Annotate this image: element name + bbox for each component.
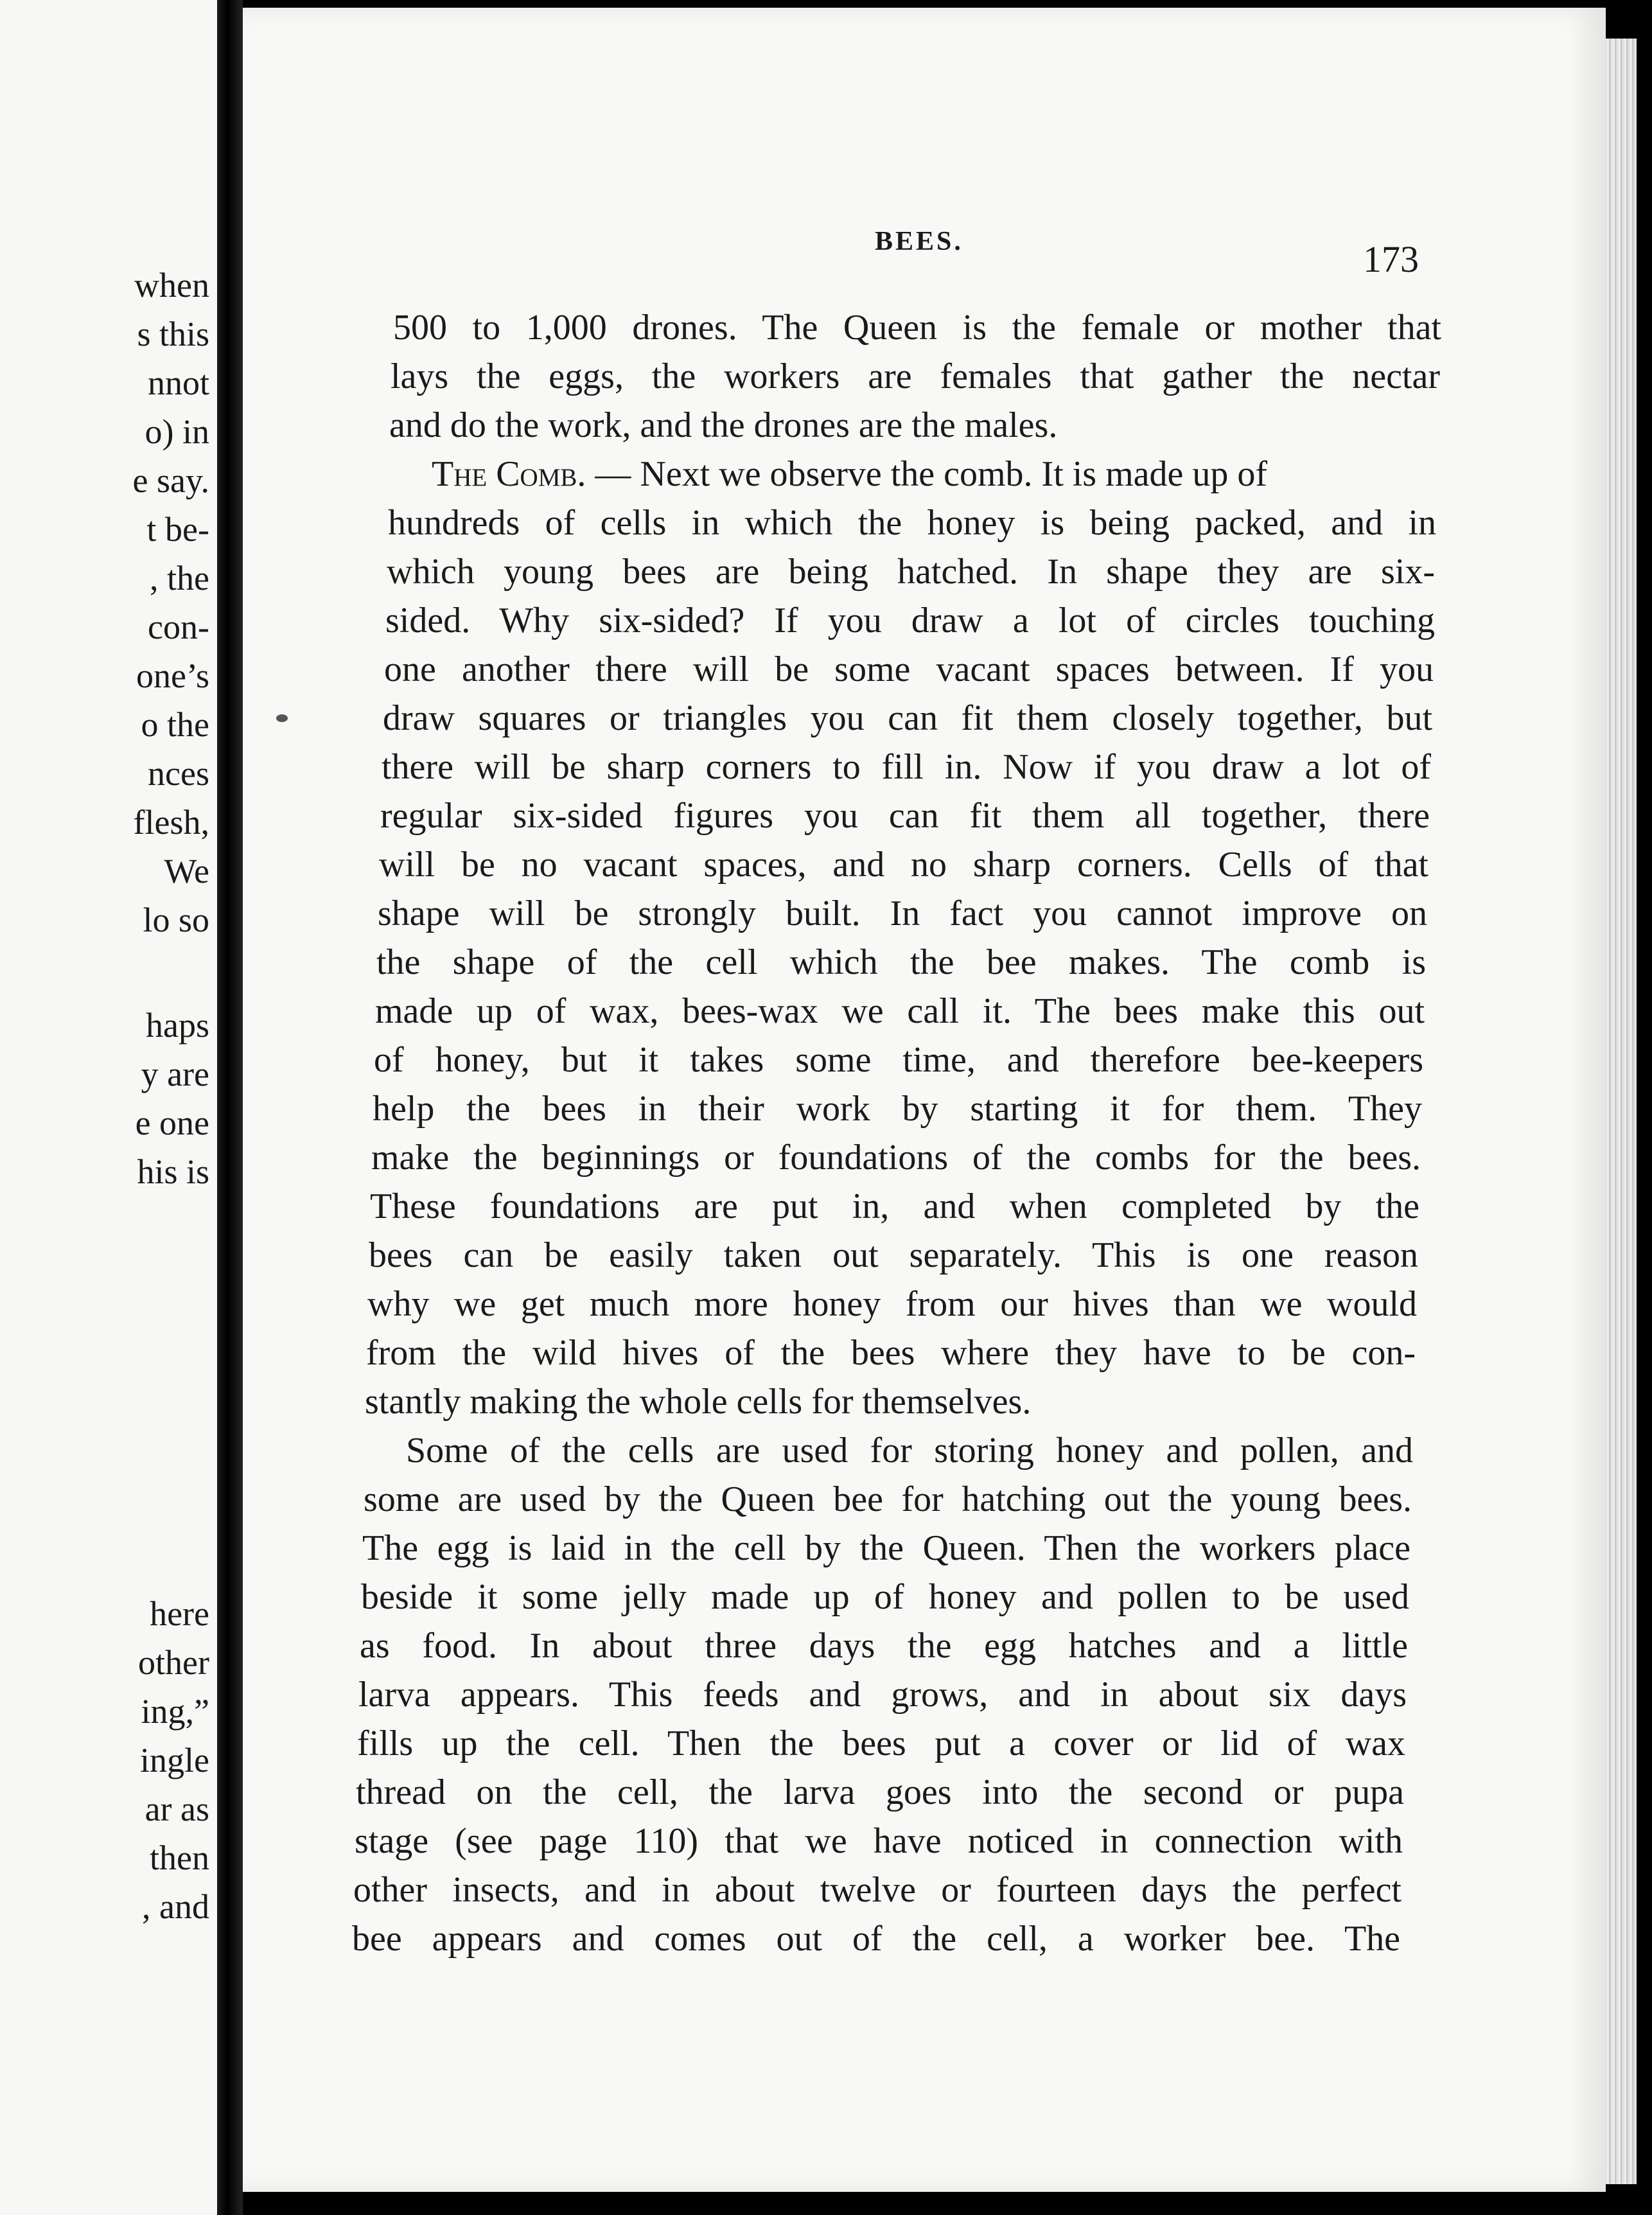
text-line: beside it some jelly made up of honey and pollen to be used: [361, 1577, 1409, 1617]
text-line: make the beginnings or foundations of the combs for the bees.: [371, 1138, 1421, 1178]
left-line: then: [150, 1839, 209, 1877]
page-number: 173: [1363, 238, 1419, 280]
text-line: thread on the cell, the larva goes into the second or pupa: [356, 1772, 1404, 1812]
left-line: nces: [148, 754, 209, 793]
text-line: stage (see page 110) that we have noticed in connection with: [355, 1821, 1403, 1861]
left-line: other: [138, 1643, 209, 1682]
left-line: ingle: [140, 1741, 209, 1779]
left-line: nnot: [147, 364, 209, 402]
left-line: s this: [137, 315, 209, 353]
left-line: flesh,: [133, 803, 209, 842]
left-line: , the: [150, 559, 209, 597]
text-line: why we get much more honey from our hives than we would: [367, 1284, 1417, 1324]
text-line: from the wild hives of the bees where they have to be con-: [366, 1333, 1416, 1373]
text-line: which young bees are being hatched. In shape they are six-: [387, 552, 1435, 592]
text-line: shape will be strongly built. In fact you cannot improve on: [378, 894, 1427, 933]
left-line: o) in: [145, 412, 209, 451]
text-line: there will be sharp corners to fill in. Now if you draw a lot of: [382, 747, 1431, 787]
text-line: draw squares or triangles you can fit them closely together, but: [383, 698, 1432, 738]
previous-page-fragment: [0, 0, 217, 2215]
text-line: of honey, but it takes some time, and therefore bee-keepers: [374, 1040, 1423, 1080]
left-line: t be-: [146, 510, 209, 549]
text-line: some are used by the Queen bee for hatching out the young bees.: [364, 1479, 1412, 1519]
text-line: one another there will be some vacant spaces between. If you: [384, 649, 1434, 689]
text-line: These foundations are put in, and when completed by the: [370, 1187, 1419, 1226]
left-line: haps: [146, 1006, 209, 1045]
text-line: fills up the cell. Then the bees put a cover or lid of wax: [357, 1724, 1405, 1763]
page-edges: [1606, 39, 1637, 2184]
text-line: the shape of the cell which the bee makes. The comb is: [376, 942, 1426, 982]
book-gutter: [217, 0, 243, 2215]
text-line: sided. Why six-sided? If you draw a lot of circles touching: [385, 601, 1435, 640]
left-line: e say.: [132, 461, 209, 500]
text-line: bees can be easily taken out separately. This is one reason: [369, 1235, 1418, 1275]
left-line: ar as: [145, 1790, 209, 1828]
left-line: lo so: [143, 901, 209, 939]
left-line: here: [150, 1594, 209, 1633]
text-line: larva appears. This feeds and grows, and in about six days: [358, 1675, 1407, 1715]
text-line: 500 to 1,000 drones. The Queen is the female or mother that: [393, 308, 1441, 348]
text-line: stantly making the whole cells for themselves.: [365, 1382, 1032, 1422]
left-line: one’s: [136, 657, 209, 695]
left-line: We: [164, 852, 209, 890]
left-line: e one: [135, 1104, 209, 1142]
left-line: con-: [148, 608, 209, 646]
section-heading: The Comb. —: [432, 454, 631, 494]
left-line: o the: [141, 705, 209, 744]
left-line: y are: [141, 1055, 209, 1093]
text-line: hundreds of cells in which the honey is being packed, and in: [388, 503, 1436, 543]
text-line: other insects, and in about twelve or fourteen days the perfect: [353, 1870, 1402, 1910]
text-line: will be no vacant spaces, and no sharp corners. Cells of that: [379, 845, 1428, 885]
left-line: , and: [142, 1887, 209, 1926]
text-line: made up of wax, bees-wax we call it. The bees make this out: [375, 991, 1425, 1031]
section-first-line: Next we observe the comb. It is made up of: [640, 454, 1268, 494]
section-line: [432, 454, 1437, 495]
text-line: and do the work, and the drones are the males.: [389, 405, 1058, 445]
text-line: lays the eggs, the workers are females that gather the nectar: [391, 357, 1440, 396]
text-line: The egg is laid in the cell by the Queen. Then the workers place: [362, 1528, 1410, 1568]
text-line: bee appears and comes out of the cell, a worker bee. The: [352, 1919, 1400, 1959]
text-line: Some of the cells are used for storing honey and pollen, and: [406, 1431, 1413, 1470]
text-line: regular six-sided figures you can fit them all together, there: [380, 796, 1430, 836]
left-line: his is: [137, 1152, 209, 1191]
left-line: when: [134, 266, 209, 304]
text-line: as food. In about three days the egg hatches and a little: [360, 1626, 1408, 1666]
ink-speck: [276, 714, 288, 722]
left-line: ing,”: [141, 1692, 209, 1731]
text-line: help the bees in their work by starting it for them. They: [373, 1089, 1422, 1129]
running-head: BEES.: [875, 227, 963, 256]
